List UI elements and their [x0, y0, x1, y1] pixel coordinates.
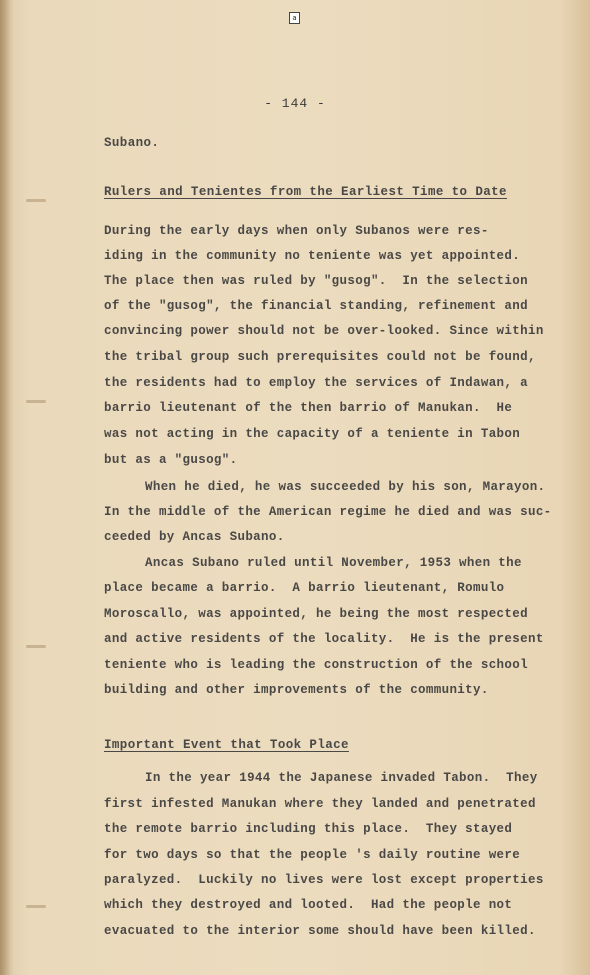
text-line: paralyzed. Luckily no lives were lost except properties	[104, 873, 544, 887]
staple-mark	[26, 199, 46, 202]
text-line: In the year 1944 the Japanese invaded Tabon. They	[145, 771, 538, 785]
text-line: convincing power should not be over-looked. Since within	[104, 324, 544, 338]
text-line: first infested Manukan where they landed and penetrated	[104, 797, 536, 811]
binding-shadow	[0, 0, 14, 975]
text-line: the remote barrio including this place. They stayed	[104, 822, 513, 836]
text-line: but as a "gusog".	[104, 453, 238, 467]
text-line: for two days so that the people 's daily routine were	[104, 848, 521, 862]
text-line: evacuated to the interior some should have been killed.	[104, 924, 536, 938]
text-line: teniente who is leading the construction of the school	[104, 658, 528, 672]
staple-mark	[26, 645, 46, 648]
text-line: Moroscallo, was appointed, he being the most respected	[104, 607, 528, 621]
text-line: When he died, he was succeeded by his son, Marayon.	[145, 480, 546, 494]
staple-mark	[26, 400, 46, 403]
text-line: the tribal group such prerequisites could not be found,	[104, 350, 536, 364]
text-line: of the "gusog", the financial standing, refinement and	[104, 299, 528, 313]
scan-marker: a	[289, 12, 300, 24]
text-line: which they destroyed and looted. Had the people not	[104, 898, 513, 912]
text-line: and active residents of the locality. He is the present	[104, 632, 544, 646]
text-line: the residents had to employ the services of Indawan, a	[104, 376, 528, 390]
text-line: barrio lieutenant of the then barrio of Manukan. He	[104, 401, 513, 415]
text-line: During the early days when only Subanos were res-	[104, 224, 489, 238]
text-line: ceeded by Ancas Subano.	[104, 530, 285, 544]
staple-mark	[26, 905, 46, 908]
text-line: The place then was ruled by "gusog". In the selection	[104, 274, 528, 288]
text-line: was not acting in the capacity of a teniente in Tabon	[104, 427, 521, 441]
page-number: - 144 -	[264, 96, 326, 111]
text-line: In the middle of the American regime he died and was suc-	[104, 505, 552, 519]
text-line: building and other improvements of the community.	[104, 683, 489, 697]
text-line: iding in the community no teniente was yet appointed.	[104, 249, 521, 263]
section-heading-rulers: Rulers and Tenientes from the Earliest Time to Date	[104, 185, 507, 199]
text-line: Ancas Subano ruled until November, 1953 when the	[145, 556, 522, 570]
place-label: Subano.	[104, 136, 160, 150]
text-line: place became a barrio. A barrio lieutenant, Romulo	[104, 581, 505, 595]
section-heading-event: Important Event that Took Place	[104, 738, 349, 752]
